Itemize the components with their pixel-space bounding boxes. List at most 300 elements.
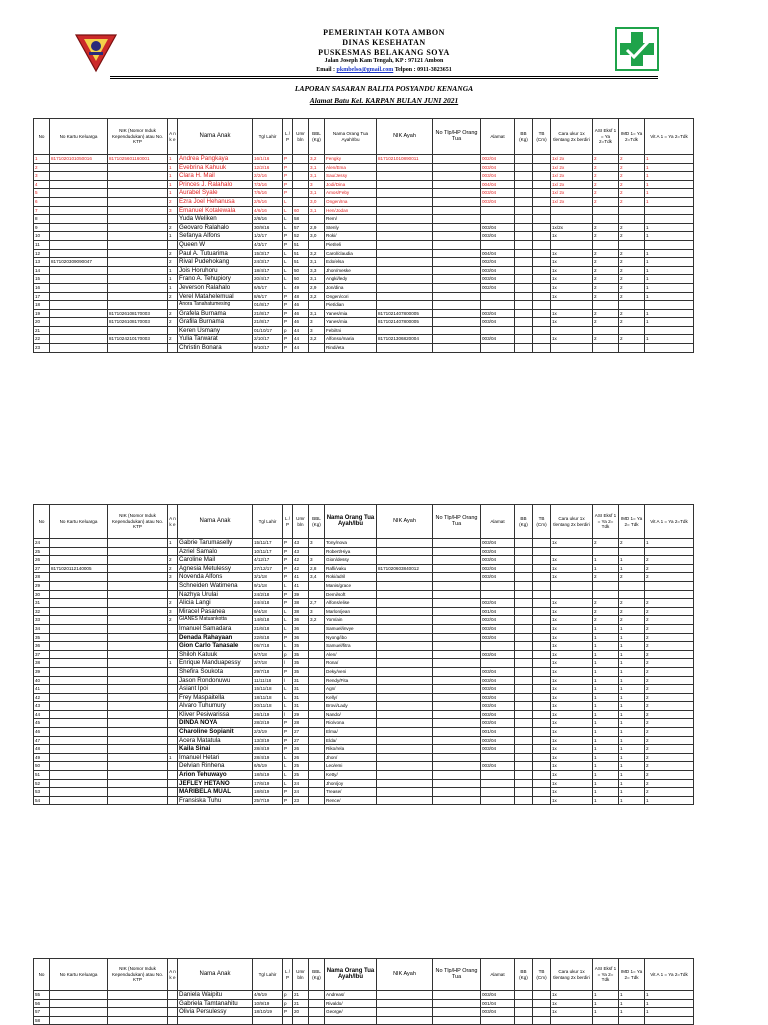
cell-no: 29 — [34, 581, 50, 590]
cell-asi: 2 — [593, 266, 619, 275]
cell-bbl: 2,9 — [309, 283, 325, 292]
cell-vita: 2 — [645, 564, 694, 573]
cell-ortu: Leo/emi — [325, 762, 377, 771]
cell-nama: Gion Carlo Tanasale — [178, 642, 253, 651]
cell-cara: 1x — [551, 318, 593, 327]
cell-imd: 1 — [619, 633, 645, 642]
cell-kk — [50, 292, 108, 301]
col-ortu: Nama Orang Tua Ayah/Ibu — [325, 505, 377, 539]
cell-ortu: Rio/vona — [325, 719, 377, 728]
cell-tb — [533, 266, 551, 275]
cell-nikayah — [377, 710, 433, 719]
cell-tgl: 21/8/17 — [253, 309, 283, 318]
cell-no: 22 — [34, 335, 50, 344]
cell-ortu: Yom/ain — [325, 616, 377, 625]
cell-no: 11 — [34, 240, 50, 249]
cell-no: 58 — [34, 1016, 50, 1025]
cell-lp: P — [283, 736, 293, 745]
cell-alamat — [481, 788, 515, 797]
cell-nama: Agnesia Metulessy — [178, 564, 253, 573]
cell-anke — [168, 642, 178, 651]
cell-asi: 1 — [593, 753, 619, 762]
cell-vita: 1 — [645, 249, 694, 258]
cell-tb — [533, 745, 551, 754]
cell-hp — [433, 710, 481, 719]
cell-kk — [50, 573, 108, 582]
cell-umr — [293, 155, 309, 164]
cell-tgl: 4/12/17 — [253, 556, 283, 565]
table-row — [34, 275, 694, 284]
cell-asi: 2 — [593, 616, 619, 625]
cell-bb — [515, 344, 533, 353]
cell-umr: 51 — [293, 240, 309, 249]
cell-no: 9 — [34, 223, 50, 232]
cell-hp — [433, 581, 481, 590]
cell-bb — [515, 642, 533, 651]
cell-hp — [433, 301, 481, 310]
cell-nikayah — [377, 301, 433, 310]
cell-nikayah — [377, 266, 433, 275]
department-name: DINAS KESEHATAN — [342, 38, 426, 47]
cell-lp: P — [283, 667, 293, 676]
cell-kk — [50, 240, 108, 249]
cell-tgl: 9/4/18 — [253, 607, 283, 616]
cell-kk — [50, 266, 108, 275]
clinic-name: PUSKESMAS BELAKANG SOYA — [318, 48, 450, 57]
cell-tgl: 4/9/19 — [253, 991, 283, 1000]
cell-alamat — [481, 659, 515, 668]
cell-ortu: Alfons/elise — [325, 599, 377, 608]
col-kk: No Kartu Keluarga — [50, 119, 108, 155]
col-asi: ASI Eksf 1 = Ya 2=Tdk — [593, 119, 619, 155]
cell-anke — [168, 667, 178, 676]
cell-alamat: 003/04 — [481, 685, 515, 694]
cell-tgl: 10/9/19 — [253, 999, 283, 1008]
cell-umr: 29 — [293, 710, 309, 719]
cell-asi: 1 — [593, 762, 619, 771]
cell-vita — [645, 240, 694, 249]
cell-hp — [433, 624, 481, 633]
cell-lp: P — [283, 788, 293, 797]
cell-alamat — [481, 796, 515, 805]
cell-tgl: 24/4/18 — [253, 599, 283, 608]
cell-kk — [50, 1008, 108, 1017]
cell-umr: 48 — [293, 292, 309, 301]
cell-nama: Rival Pudehokang — [178, 258, 253, 267]
cell-no: 24 — [34, 539, 50, 548]
col-alamat: Alamat — [481, 959, 515, 991]
cell-nama: Azriel Samalo — [178, 547, 253, 556]
table-header-row — [34, 505, 694, 539]
cell-asi: 1 — [593, 556, 619, 565]
cell-asi — [593, 581, 619, 590]
cell-tb — [533, 728, 551, 737]
cell-imd — [619, 326, 645, 335]
cell-anke: 2 — [168, 249, 178, 258]
cell-lp: p — [283, 326, 293, 335]
cell-nama: Fransiska Tuhu — [178, 796, 253, 805]
balita-table-page1 — [33, 118, 694, 353]
cell-tb — [533, 326, 551, 335]
cell-alamat — [481, 581, 515, 590]
cell-asi: 1 — [593, 624, 619, 633]
cell-nikayah — [377, 788, 433, 797]
cell-vita: 2 — [645, 728, 694, 737]
col-nik-ayah: NIK Ayah — [377, 505, 433, 539]
cell-umr: 35 — [293, 659, 309, 668]
cell-ortu: Nyong/ibo — [325, 633, 377, 642]
table-row — [34, 650, 694, 659]
cell-tb — [533, 189, 551, 198]
cell-nik — [108, 275, 168, 284]
cell-lp: P — [283, 232, 293, 241]
cell-tgl: 2/3/19 — [253, 728, 283, 737]
cell-asi: 2 — [593, 539, 619, 548]
cell-nikayah — [377, 232, 433, 241]
cell-vita: 1 — [645, 266, 694, 275]
cell-nik — [108, 344, 168, 353]
cell-bbl: 2,9 — [309, 223, 325, 232]
cell-hp — [433, 573, 481, 582]
cell-anke: 1 — [168, 172, 178, 181]
cell-nikayah — [377, 189, 433, 198]
col-anke: A n k e — [168, 119, 178, 155]
cell-nama: Delvian Rinhena — [178, 762, 253, 771]
cell-hp — [433, 292, 481, 301]
cell-nama: MARIBELA MUAL — [178, 788, 253, 797]
table-row — [34, 693, 694, 702]
cell-kk — [50, 999, 108, 1008]
cell-bb — [515, 762, 533, 771]
table-row — [34, 223, 694, 232]
cell-lp: P — [283, 301, 293, 310]
cell-tgl: 21/8/17 — [253, 318, 283, 327]
cell-bb — [515, 771, 533, 780]
cell-vita — [645, 301, 694, 310]
cell-hp — [433, 702, 481, 711]
cell-hp — [433, 564, 481, 573]
cell-nikayah — [377, 771, 433, 780]
cell-vita: 1 — [645, 991, 694, 1000]
cell-vita: 2 — [645, 573, 694, 582]
cell-kk — [50, 771, 108, 780]
cell-cara: 1x/ 2x — [551, 172, 593, 181]
cell-no: 13 — [34, 258, 50, 267]
cell-asi: 1 — [593, 667, 619, 676]
cell-umr — [293, 163, 309, 172]
cell-nik — [108, 745, 168, 754]
cell-vita: 1 — [645, 180, 694, 189]
balita-table-page2 — [33, 504, 694, 805]
cell-nikayah — [377, 1008, 433, 1017]
cell-cara — [551, 590, 593, 599]
cell-alamat — [481, 753, 515, 762]
cell-anke: 1 — [168, 232, 178, 241]
cell-imd: 2 — [619, 189, 645, 198]
col-ortu: Nama Orang Tua Ayah/Ibu — [325, 119, 377, 155]
cell-vita — [645, 344, 694, 353]
cell-tgl: 28/4/19 — [253, 745, 283, 754]
table-row — [34, 796, 694, 805]
cell-cara: 1x — [551, 624, 593, 633]
table-row — [34, 573, 694, 582]
cell-lp: P — [283, 163, 293, 172]
cell-ortu: Ongen/Ina — [325, 197, 377, 206]
cell-cara — [551, 206, 593, 215]
cell-anke — [168, 650, 178, 659]
cell-umr — [293, 197, 309, 206]
col-vita: Vit A 1 = Ya 2=Tdk — [645, 505, 694, 539]
cell-tgl: 18/10/19 — [253, 1008, 283, 1017]
cell-tb — [533, 283, 551, 292]
cell-no: 14 — [34, 266, 50, 275]
cell-umr: 27 — [293, 736, 309, 745]
cell-lp: p — [283, 991, 293, 1000]
cell-asi: 2 — [593, 607, 619, 616]
cell-cara: 1x — [551, 659, 593, 668]
cell-anke — [168, 779, 178, 788]
cell-kk — [50, 762, 108, 771]
cell-nik — [108, 788, 168, 797]
cell-tgl: 9/1/18 — [253, 581, 283, 590]
table-row — [34, 702, 694, 711]
cell-ortu: Carol/claudia — [325, 249, 377, 258]
col-imd: IMD 1= Ya 2=Tdk — [619, 119, 645, 155]
cell-lp: L — [283, 702, 293, 711]
cell-hp — [433, 258, 481, 267]
cell-vita: 2 — [645, 642, 694, 651]
cell-alamat: 003/04 — [481, 762, 515, 771]
cell-bb — [515, 788, 533, 797]
cell-bb — [515, 223, 533, 232]
cell-kk — [50, 197, 108, 206]
cell-imd: 2 — [619, 275, 645, 284]
cell-tgl: 11/11/18 — [253, 676, 283, 685]
cell-bb — [515, 283, 533, 292]
email-link[interactable]: pkmbelso@gmail.com — [336, 67, 394, 73]
cell-nama: Paul A. Tutuarima — [178, 249, 253, 258]
cell-tb — [533, 788, 551, 797]
cell-ortu: Yanes/mia — [325, 309, 377, 318]
cell-tb — [533, 581, 551, 590]
cell-hp — [433, 771, 481, 780]
cell-nik — [108, 258, 168, 267]
cell-nama: Emanuel Kotalewala — [178, 206, 253, 215]
cell-bbl — [309, 719, 325, 728]
cell-imd: 2 — [619, 258, 645, 267]
cell-tgl: 29/7/18 — [253, 667, 283, 676]
cell-ortu: Samuel/invye — [325, 624, 377, 633]
cell-kk — [50, 753, 108, 762]
cell-hp — [433, 215, 481, 224]
cell-nik — [108, 326, 168, 335]
cell-cara: 1x — [551, 266, 593, 275]
cell-imd: 2 — [619, 616, 645, 625]
cell-nik — [108, 642, 168, 651]
cell-asi: 2 — [593, 573, 619, 582]
cell-alamat: 002/04 — [481, 564, 515, 573]
cell-nik — [108, 796, 168, 805]
cell-umr: 39 — [293, 590, 309, 599]
cell-no: 12 — [34, 249, 50, 258]
cell-tb — [533, 232, 551, 241]
cell-tb — [533, 719, 551, 728]
cell-vita: 2 — [645, 650, 694, 659]
cell-asi: 2 — [593, 292, 619, 301]
cell-tgl: 7/5/16 — [253, 189, 283, 198]
cell-ortu: Kelly/ — [325, 693, 377, 702]
cell-bbl: 3,1 — [309, 189, 325, 198]
cell-ortu: Rindi/eta — [325, 344, 377, 353]
cell-lp: P — [283, 728, 293, 737]
cell-lp: L — [283, 685, 293, 694]
cell-umr: 46 — [293, 301, 309, 310]
cell-anke — [168, 719, 178, 728]
cell-cara: 1x — [551, 753, 593, 762]
cell-nik — [108, 556, 168, 565]
cell-umr: 49 — [293, 283, 309, 292]
cell-kk — [50, 710, 108, 719]
cell-imd — [619, 344, 645, 353]
cell-bbl: 3 — [309, 318, 325, 327]
table-row — [34, 266, 694, 275]
cell-no: 51 — [34, 771, 50, 780]
cell-nama: Geovaro Ralahalo — [178, 223, 253, 232]
cell-imd: 2 — [619, 249, 645, 258]
cell-no: 44 — [34, 710, 50, 719]
cell-no: 50 — [34, 762, 50, 771]
cell-ortu: Jhon/meske — [325, 266, 377, 275]
cell-ortu: Samuel/fitra — [325, 642, 377, 651]
cell-cara: 1x — [551, 275, 593, 284]
cell-bbl — [309, 991, 325, 1000]
cell-imd: 2 — [619, 283, 645, 292]
cell-bb — [515, 206, 533, 215]
cell-no: 19 — [34, 309, 50, 318]
cell-alamat: 004/04 — [481, 180, 515, 189]
cell-anke: 1 — [168, 155, 178, 164]
cell-anke: 2 — [168, 292, 178, 301]
cell-cara: 1x — [551, 999, 593, 1008]
cell-kk — [50, 633, 108, 642]
cell-tb — [533, 753, 551, 762]
cell-nikayah: 8171020603840012 — [377, 564, 433, 573]
cell-tgl: 4/3/17 — [253, 240, 283, 249]
cell-bbl — [309, 301, 325, 310]
cell-nikayah: 8171021407800005 — [377, 309, 433, 318]
cell-cara: 1x — [551, 702, 593, 711]
cell-asi: 1 — [593, 736, 619, 745]
col-asi: ASI Eksf 1 = Ya 2= Tdk — [593, 959, 619, 991]
cell-lp: L — [283, 249, 293, 258]
cell-bbl — [309, 693, 325, 702]
cell-nik — [108, 762, 168, 771]
cell-nama: JEFLEY HETANO — [178, 779, 253, 788]
cell-alamat: 003/04 — [481, 539, 515, 548]
cell-tgl: 9/10/17 — [253, 344, 283, 353]
table-row — [34, 547, 694, 556]
cell-umr: 51 — [293, 258, 309, 267]
cell-nikayah — [377, 590, 433, 599]
cell-ortu: Agn/ — [325, 685, 377, 694]
cell-nikayah — [377, 326, 433, 335]
cell-imd: 1 — [619, 771, 645, 780]
cell-nama: Frano A. Tehupiory — [178, 275, 253, 284]
cell-tb — [533, 335, 551, 344]
cell-ortu: Yanes/mia — [325, 318, 377, 327]
table-row — [34, 771, 694, 780]
cell-nama: Yuda Weliken — [178, 215, 253, 224]
cell-umr: 25 — [293, 762, 309, 771]
cell-kk — [50, 616, 108, 625]
cell-hp — [433, 344, 481, 353]
cell-nik — [108, 301, 168, 310]
cell-vita: 1 — [645, 539, 694, 548]
cell-bbl — [309, 685, 325, 694]
cell-umr: 31 — [293, 676, 309, 685]
cell-imd: 2 — [619, 309, 645, 318]
cell-imd: 2 — [619, 197, 645, 206]
cell-cara: 1x — [551, 292, 593, 301]
cell-no: 7 — [34, 206, 50, 215]
cell-nikayah — [377, 745, 433, 754]
col-bb: BB (Kg) — [515, 959, 533, 991]
cell-tb — [533, 564, 551, 573]
table-row — [34, 745, 694, 754]
cell-anke: 1 — [168, 283, 178, 292]
cell-nama: Grafila Burnama — [178, 318, 253, 327]
cell-ortu: Tony/nova — [325, 539, 377, 548]
cell-tb — [533, 642, 551, 651]
cell-vita — [645, 215, 694, 224]
cell-nik — [108, 616, 168, 625]
cell-alamat: 003/04 — [481, 163, 515, 172]
cell-no: 32 — [34, 607, 50, 616]
cell-bbl — [309, 344, 325, 353]
cell-no: 3 — [34, 172, 50, 181]
cell-bbl — [309, 728, 325, 737]
cell-asi: 2 — [593, 318, 619, 327]
cell-anke — [168, 326, 178, 335]
cell-vita: 1 — [645, 163, 694, 172]
table-row — [34, 710, 694, 719]
cell-vita — [645, 590, 694, 599]
cell-imd: 1 — [619, 685, 645, 694]
cell-tb — [533, 301, 551, 310]
cell-tgl: 2/10/17 — [253, 335, 283, 344]
cell-imd: 1 — [619, 642, 645, 651]
cell-nama: Acera Matatula — [178, 736, 253, 745]
cell-lp: l — [283, 676, 293, 685]
cell-ortu: Jodi/Dina — [325, 180, 377, 189]
cell-nik — [108, 624, 168, 633]
cell-umr: 20 — [293, 1008, 309, 1017]
cell-imd: 2 — [619, 599, 645, 608]
col-asi: ASI Eksf 1 = Ya 2= Tdk — [593, 505, 619, 539]
cell-nikayah — [377, 599, 433, 608]
cell-vita: 2 — [645, 616, 694, 625]
cell-nik — [108, 197, 168, 206]
cell-tgl: 24/3/17 — [253, 258, 283, 267]
cell-kk — [50, 180, 108, 189]
table-row — [34, 326, 694, 335]
cell-alamat: 003/04 — [481, 223, 515, 232]
cell-nikayah — [377, 779, 433, 788]
cell-ortu: Febi/tni — [325, 326, 377, 335]
col-imd: IMD 1= Ya 2= Tdk — [619, 505, 645, 539]
cell-bb — [515, 309, 533, 318]
cell-nikayah — [377, 180, 433, 189]
